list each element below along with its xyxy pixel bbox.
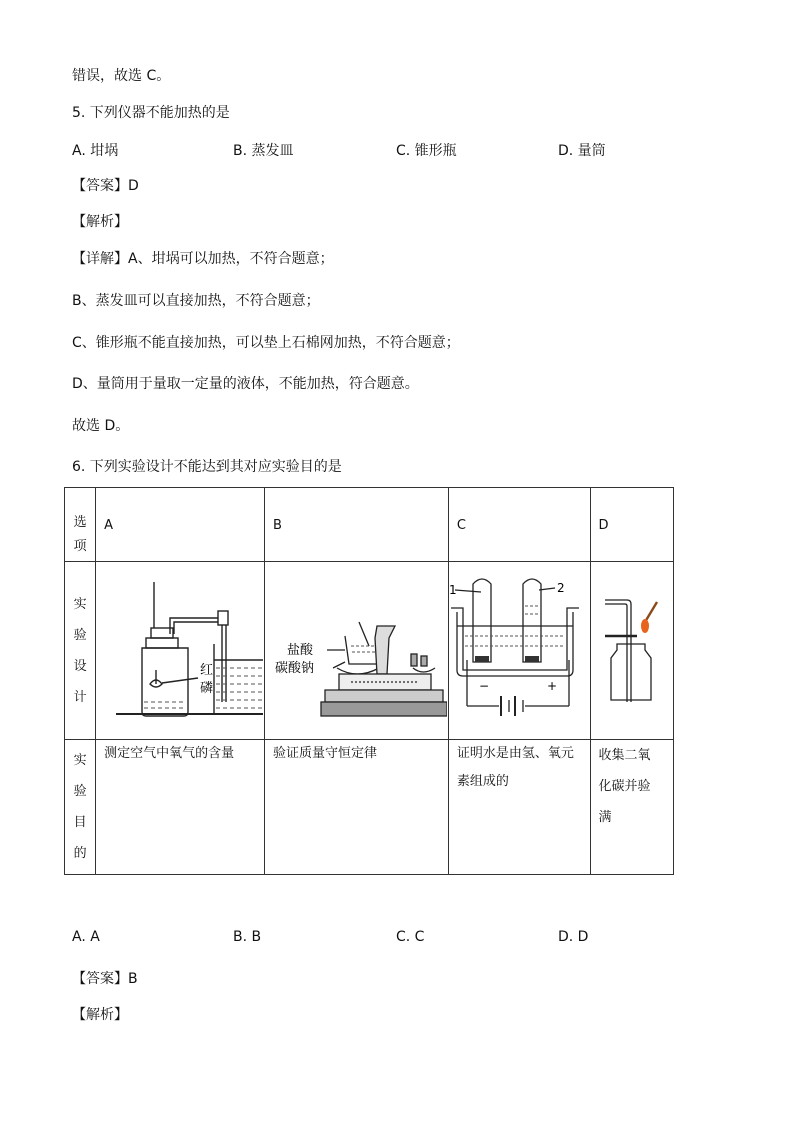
q5-answer-value: D (128, 178, 139, 194)
table-row-options (65, 488, 674, 562)
q5-detail-label: 【详解】 (72, 251, 128, 267)
column-header-a: A (96, 488, 265, 562)
label-tube-1: 1 (448, 583, 457, 597)
label-tube-2: 2 (556, 581, 565, 595)
q6-choice-c: C. C (396, 929, 425, 945)
label-red: 红 (200, 663, 214, 678)
q6-answer (72, 969, 138, 989)
figure-a-oxygen-apparatus (96, 562, 265, 740)
row-header-design: 实 验 设 计 (65, 562, 96, 740)
q6-experiment-table (64, 487, 674, 875)
purpose-c: 证明水是由氢、氧元 素组成的 (448, 740, 590, 875)
row-header-purpose: 实 验 目 的 (65, 740, 96, 875)
q5-option-d: D. 量筒 (558, 143, 606, 159)
figure-c-electrolysis (448, 562, 590, 740)
label-plus: + (546, 679, 557, 693)
q5-detail-line-c: C、锥形瓶不能直接加热，可以垫上石棉网加热，不符合题意； (72, 335, 460, 351)
q6-answer-label: 【答案】 (72, 971, 128, 987)
q5-conclusion: 故选 D。 (72, 418, 130, 434)
q6-choice-b: B. B (233, 929, 262, 945)
q6-choices (72, 929, 712, 949)
column-header-d: D (590, 488, 673, 562)
q5-detail-a (72, 249, 334, 269)
previous-answer-tail: 错误，故选 C。 (72, 68, 171, 84)
q5-detail-line-d: D、量筒用于量取一定量的液体，不能加热，符合题意。 (72, 376, 419, 392)
q5-option-c: C. 锥形瓶 (396, 143, 457, 159)
figure-b-balance (264, 562, 448, 740)
label-minus: − (478, 679, 489, 693)
q6-analysis-label: 【解析】 (72, 1007, 128, 1023)
q5-option-b: B. 蒸发皿 (233, 143, 294, 159)
purpose-b: 验证质量守恒定律 (264, 740, 448, 875)
q5-detail-line-a: A、坩埚可以加热，不符合题意； (128, 251, 334, 267)
q5-analysis-label: 【解析】 (72, 214, 128, 230)
q5-options (72, 140, 712, 160)
q5-answer (72, 176, 139, 196)
q5-stem: 5. 下列仪器不能加热的是 (72, 105, 230, 121)
label-acid: 盐酸 (286, 643, 313, 658)
table-row-design (65, 562, 674, 740)
q5-option-a: A. 坩埚 (72, 143, 119, 159)
purpose-a: 测定空气中氧气的含量 (96, 740, 265, 875)
row-header-option: 选 项 (65, 488, 96, 562)
label-sodium-carbonate: 碳酸钠 (274, 661, 314, 676)
q5-detail-line-b: B、蒸发皿可以直接加热，不符合题意； (72, 293, 320, 309)
purpose-d: 收集二氧 化碳并验 满 (590, 740, 673, 875)
column-header-b: B (264, 488, 448, 562)
figure-d-gas-collection (590, 562, 673, 740)
q6-answer-value: B (128, 971, 138, 987)
column-header-c: C (448, 488, 590, 562)
q5-answer-label: 【答案】 (72, 178, 128, 194)
q6-choice-d: D. D (558, 929, 589, 945)
q6-stem: 6. 下列实验设计不能达到其对应实验目的是 (72, 459, 342, 475)
label-phosphorus: 磷 (200, 681, 214, 696)
table-row-purpose (65, 740, 674, 875)
q6-choice-a: A. A (72, 929, 100, 945)
